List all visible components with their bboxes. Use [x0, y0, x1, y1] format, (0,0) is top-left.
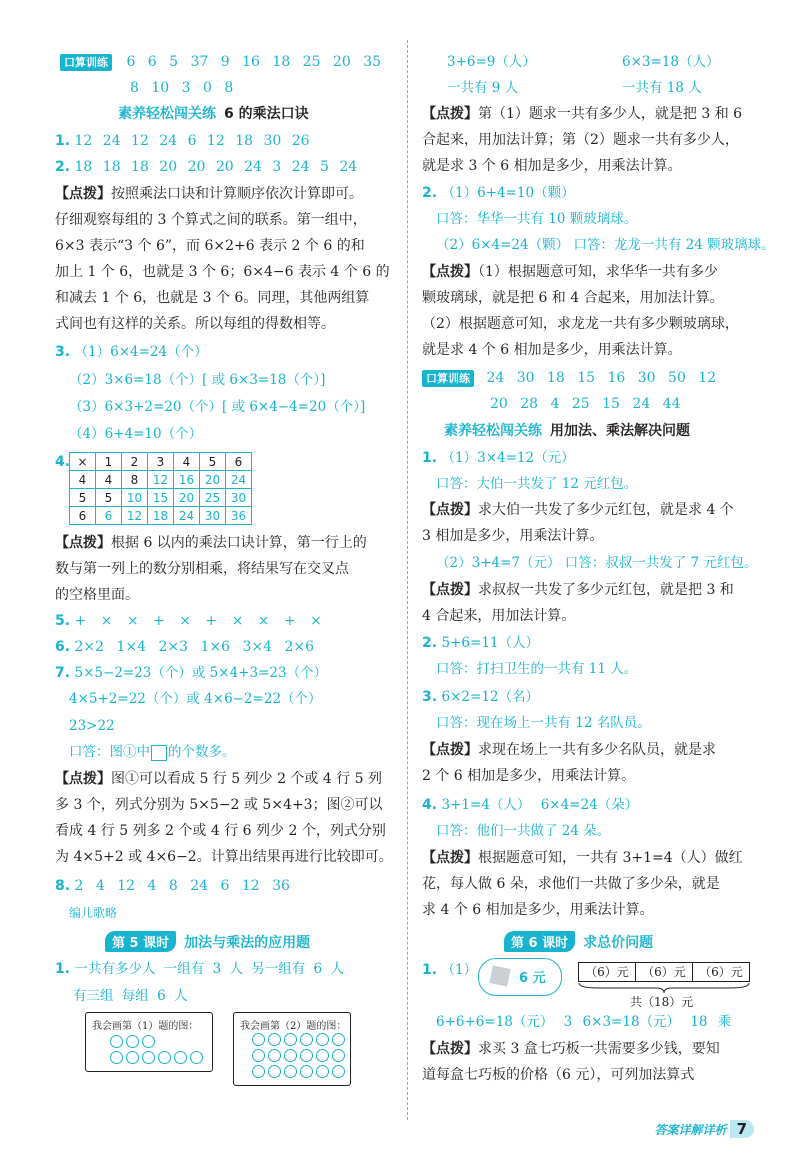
table-cell: 2: [122, 453, 148, 471]
circle-icon: [158, 1051, 171, 1064]
r-answer-q2-1-oral: 口答：华华一共有 10 颗玻璃球。: [436, 211, 638, 227]
multiplication-table: [69, 452, 252, 525]
circle-icon: [142, 1035, 155, 1048]
oral-practice-2-line-2: 20 28 4 25 15 24 44: [490, 396, 681, 412]
r-hint-2-line-1: 【点拨】（1）根据题意可知，求华华一共有多少: [422, 264, 718, 280]
r-hint-2-line-4: 就是求 4 个 6 相加是多少，用乘法计算。: [422, 342, 682, 358]
table-cell: 5: [96, 489, 122, 507]
page-number: 7: [730, 1120, 754, 1138]
circle-icon: [284, 1049, 297, 1062]
table-cell: 24: [226, 471, 252, 489]
table-cell: 10: [122, 489, 148, 507]
answer-q3-2: （2）3×6=18（个）[ 或 6×3=18（个）]: [69, 372, 326, 388]
answer-q7-2: 4×5+2=22（个）或 4×6−2=22（个）: [69, 691, 322, 707]
circle-icon: [332, 1065, 345, 1078]
hint-q4-line-2: 数与第一列上的数分别相乘，将结果写在交叉点: [55, 561, 349, 577]
oral-practice-2-line-1: 口算训练 24 30 18 15 16 30 50 12: [422, 368, 716, 388]
bar-cell: （6）元: [699, 965, 743, 979]
r-hint-6-line-2: 花，每人做 6 朵，求他们一共做了多少朵，就是: [422, 876, 720, 892]
hint-q2-line-3: 6×3 表示“3 个 6”，而 6×2+6 表示 2 个 6 的和: [55, 238, 365, 254]
r-answer-2b: 一共有 18 人: [622, 80, 702, 96]
hint-q4-line-1: 【点拨】根据 6 以内的乘法口诀计算，第一行上的: [55, 535, 367, 551]
r-sec2-answer-q2-oral: 口答：打扫卫生的一共有 11 人。: [436, 661, 638, 677]
table-cell: 4: [70, 471, 96, 489]
table-cell: 15: [148, 489, 174, 507]
table-row: [70, 471, 252, 489]
r-answer-q2-2: （2）6×4=24（颗） 口答：龙龙一共有 24 颗玻璃球。: [436, 237, 775, 253]
bar-cell: （6）元: [579, 963, 636, 981]
circle-icon: [252, 1033, 265, 1046]
circle-icon: [284, 1065, 297, 1078]
oral-practice-line-1: 口算训练 6 6 5 37 9 16 18 25 20 35: [60, 52, 381, 72]
square-icon: [151, 745, 167, 761]
circle-icon: [332, 1049, 345, 1062]
r-hint-6-line-1: 【点拨】根据题意可知，一共有 3+1=4（人）做红: [422, 850, 743, 866]
table-cell: 20: [174, 489, 200, 507]
hint-q7-line-4: 为 4×5+2 或 4×6−2。计算出结果再进行比较即可。: [55, 849, 393, 865]
answer-q5: 5. + × × + × + × × + ×: [55, 613, 322, 629]
hint-q2-line-4: 加上 1 个 6，也就是 3 个 6；6×4−6 表示 4 个 6 的: [55, 264, 390, 280]
r-sec2-answer-q1-1: 1. （1）3×4=12（元）: [422, 450, 575, 466]
table-cell: 6: [226, 453, 252, 471]
section-heading-2: 素养轻松闯关练 用加法、乘法解决问题: [444, 423, 690, 439]
r-hint-4-line-1: 【点拨】求叔叔一共发了多少元红包，就是把 3 和: [422, 582, 734, 598]
table-cell: 5: [70, 489, 96, 507]
table-cell: 30: [200, 507, 226, 525]
hint-q7-line-3: 看成 4 行 5 列多 2 个或 4 行 6 列少 2 个，列式分别: [55, 823, 386, 839]
lesson6-answer-q1-calc: 6+6+6=18（元） 3 6×3=18（元） 18 乘: [436, 1014, 732, 1030]
answer-q6: 6. 2×2 1×4 2×3 1×6 3×4 2×6: [55, 639, 315, 655]
circle-icon: [142, 1051, 155, 1064]
table-cell: 25: [200, 489, 226, 507]
answer-q8: 8. 2 4 12 4 8 24 6 12 36: [55, 878, 290, 894]
r-answer-q2-1: 2. （1）6+4=10（颗）: [422, 185, 575, 201]
r-sec2-answer-q3: 3. 6×2=12（名）: [422, 689, 539, 705]
r-hint-1-line-3: 就是求 3 个 6 相加是多少，用乘法计算。: [422, 158, 682, 174]
circle-icon: [268, 1049, 281, 1062]
table-cell: 36: [226, 507, 252, 525]
hint-q2-line-5: 和减去 1 个 6，也就是 3 个 6。同理，其他两组算: [55, 290, 370, 306]
table-cell: 6: [96, 507, 122, 525]
r-answer-2a: 一共有 9 人: [447, 80, 519, 96]
circle-icon: [110, 1035, 123, 1048]
answer-q2: 2. 18 18 18 20 20 20 24 3 24 5 24: [55, 159, 358, 175]
column-divider: [407, 40, 408, 1120]
table-cell: 30: [226, 489, 252, 507]
answer-q3-1: 3. （1）6×4=24（个）: [55, 344, 208, 360]
answer-q3-3: （3）6×3+2=20（个）[ 或 6×4−4=20（个）]: [69, 399, 366, 415]
answer-q3-4: （4）6+4=10（个）: [69, 426, 203, 442]
lesson6-answer-q1: 1. （1）: [422, 962, 478, 978]
circle-icon: [300, 1065, 313, 1078]
lesson5-answer-q1: 1. 一共有多少人 一组有 3 人 另一组有 6 人: [55, 961, 344, 977]
circle-icon: [300, 1049, 313, 1062]
hint-q7-line-2: 多 3 个，列式分别为 5×5−2 或 5×4+3；图②可以: [55, 797, 383, 813]
r-hint-6-line-3: 求 4 个 6 相加是多少，用乘法计算。: [422, 902, 654, 918]
lesson-6-heading: 第 6 课时 求总价问题: [504, 931, 653, 952]
table-cell: 12: [148, 471, 174, 489]
circle-icon: [316, 1049, 329, 1062]
drawing-box-1: 我会画第（1）题的图：: [85, 1012, 213, 1072]
answer-q1: 1. 12 24 12 24 6 12 18 30 26: [55, 133, 310, 149]
table-cell: 1: [96, 453, 122, 471]
circle-icon: [126, 1051, 139, 1064]
footer-title: 答案详解详析: [654, 1122, 727, 1137]
table-row: [70, 507, 252, 525]
answer-q8-note: 编儿歌略: [69, 906, 118, 920]
table-cell: 4: [174, 453, 200, 471]
answer-q7-oral: 口答：图①中 的个数多。: [69, 744, 236, 760]
r-sec2-answer-q1-1-oral: 口答：大伯一共发了 12 元红包。: [436, 476, 638, 492]
drawing-box-2: 我会画第（2）题的图：: [233, 1012, 351, 1086]
r-hint-7-line-1: 【点拨】求买 3 盒七巧板一共需要多少钱，要知: [422, 1041, 720, 1057]
oral-practice-line-2: 8 10 3 0 8: [130, 80, 234, 96]
r-hint-2-line-3: （2）根据题意可知，求龙龙一共有多少颗玻璃球，: [422, 316, 739, 332]
lesson-5-heading: 第 5 课时 加法与乘法的应用题: [105, 931, 310, 952]
page-footer: [655, 1120, 754, 1138]
hint-q2-line-6: 式间也有这样的关系。所以每组的得数相等。: [55, 316, 335, 332]
circle-icon: [316, 1033, 329, 1046]
hint-q4-line-3: 的空格里面。: [55, 587, 139, 603]
table-cell: 24: [174, 507, 200, 525]
table-cell: 20: [200, 471, 226, 489]
r-sec2-answer-q3-oral: 口答：现在场上一共有 12 名队员。: [436, 715, 651, 731]
hint-q7-line-1: 【点拨】图①可以看成 5 行 5 列少 2 个或 4 行 5 列: [55, 771, 383, 787]
hint-q2-line-1: 【点拨】按照乘法口诀和计算顺序依次计算即可。: [55, 186, 363, 202]
circle-icon: [332, 1033, 345, 1046]
bar-cell: （6）元: [636, 963, 693, 981]
circle-icon: [268, 1033, 281, 1046]
price-tag: 6 元: [478, 958, 562, 996]
r-answer-1b: 6×3=18（人）: [622, 54, 720, 70]
r-hint-5-line-2: 2 个 6 相加是多少，用乘法计算。: [422, 768, 636, 784]
r-hint-1-line-1: 【点拨】第（1）题求一共有多少人，就是把 3 和 6: [422, 106, 743, 122]
circle-icon: [126, 1035, 139, 1048]
bar-total-label: 共（18）元: [630, 995, 694, 1009]
table-cell: 12: [122, 507, 148, 525]
circle-icon: [252, 1049, 265, 1062]
tangram-box-icon: [489, 965, 510, 986]
table-cell: 3: [148, 453, 174, 471]
circle-icon: [268, 1065, 281, 1078]
oral-practice-tag: 口算训练: [60, 54, 112, 71]
circle-icon: [252, 1065, 265, 1078]
circle-icon: [110, 1051, 123, 1064]
r-hint-7-line-2: 道每盒七巧板的价格（6 元），可列加法算式: [422, 1067, 695, 1083]
hint-q2-line-2: 仔细观察每组的 3 个算式之间的联系。第一组中，: [55, 212, 367, 228]
lesson5-answer-q1-b: 有三组 每组 6 人: [73, 988, 188, 1004]
answer-q7-3: 23>22: [69, 718, 115, 734]
circle-icon: [316, 1065, 329, 1078]
r-sec2-answer-q4: 4. 3+1=4（人） 6×4=24（朵）: [422, 797, 639, 813]
circle-icon: [174, 1051, 187, 1064]
table-cell: 5: [200, 453, 226, 471]
table-cell: 8: [122, 471, 148, 489]
section-heading-1: 素养轻松闯关练 6 的乘法口诀: [118, 106, 309, 122]
oral-practice-tag: 口算训练: [422, 370, 474, 387]
circle-icon: [300, 1033, 313, 1046]
table-row: [70, 489, 252, 507]
r-sec2-answer-q1-2: （2）3+4=7（元） 口答：叔叔一共发了 7 元红包。: [436, 555, 758, 571]
r-hint-3-line-2: 3 相加是多少，用乘法计算。: [422, 528, 604, 544]
r-sec2-answer-q4-oral: 口答：他们一共做了 24 朵。: [436, 823, 611, 839]
r-hint-2-line-2: 颗玻璃球，就是把 6 和 4 合起来，用加法计算。: [422, 290, 724, 306]
table-cell: ×: [70, 453, 96, 471]
r-sec2-answer-q2: 2. 5+6=11（人）: [422, 635, 539, 651]
table-cell: 4: [96, 471, 122, 489]
table-header-row: [70, 453, 252, 471]
r-hint-5-line-1: 【点拨】求现在场上一共有多少名队员，就是求: [422, 742, 716, 758]
r-hint-3-line-1: 【点拨】求大伯一共发了多少元红包，就是求 4 个: [422, 502, 734, 518]
circle-icon: [284, 1033, 297, 1046]
table-cell: 16: [174, 471, 200, 489]
circle-icon: [190, 1051, 203, 1064]
r-answer-1a: 3+6=9（人）: [447, 54, 536, 70]
total-price-bar: [578, 962, 750, 982]
q4-number: 4.: [55, 454, 71, 470]
r-hint-1-line-2: 合起来，用加法计算；第（2）题求一共有多少人，: [422, 132, 739, 148]
table-cell: 6: [70, 507, 96, 525]
r-hint-4-line-2: 4 合起来，用加法计算。: [422, 608, 576, 624]
table-cell: 18: [148, 507, 174, 525]
answer-q7-1: 7. 5×5−2=23（个）或 5×4+3=23（个）: [55, 665, 328, 681]
